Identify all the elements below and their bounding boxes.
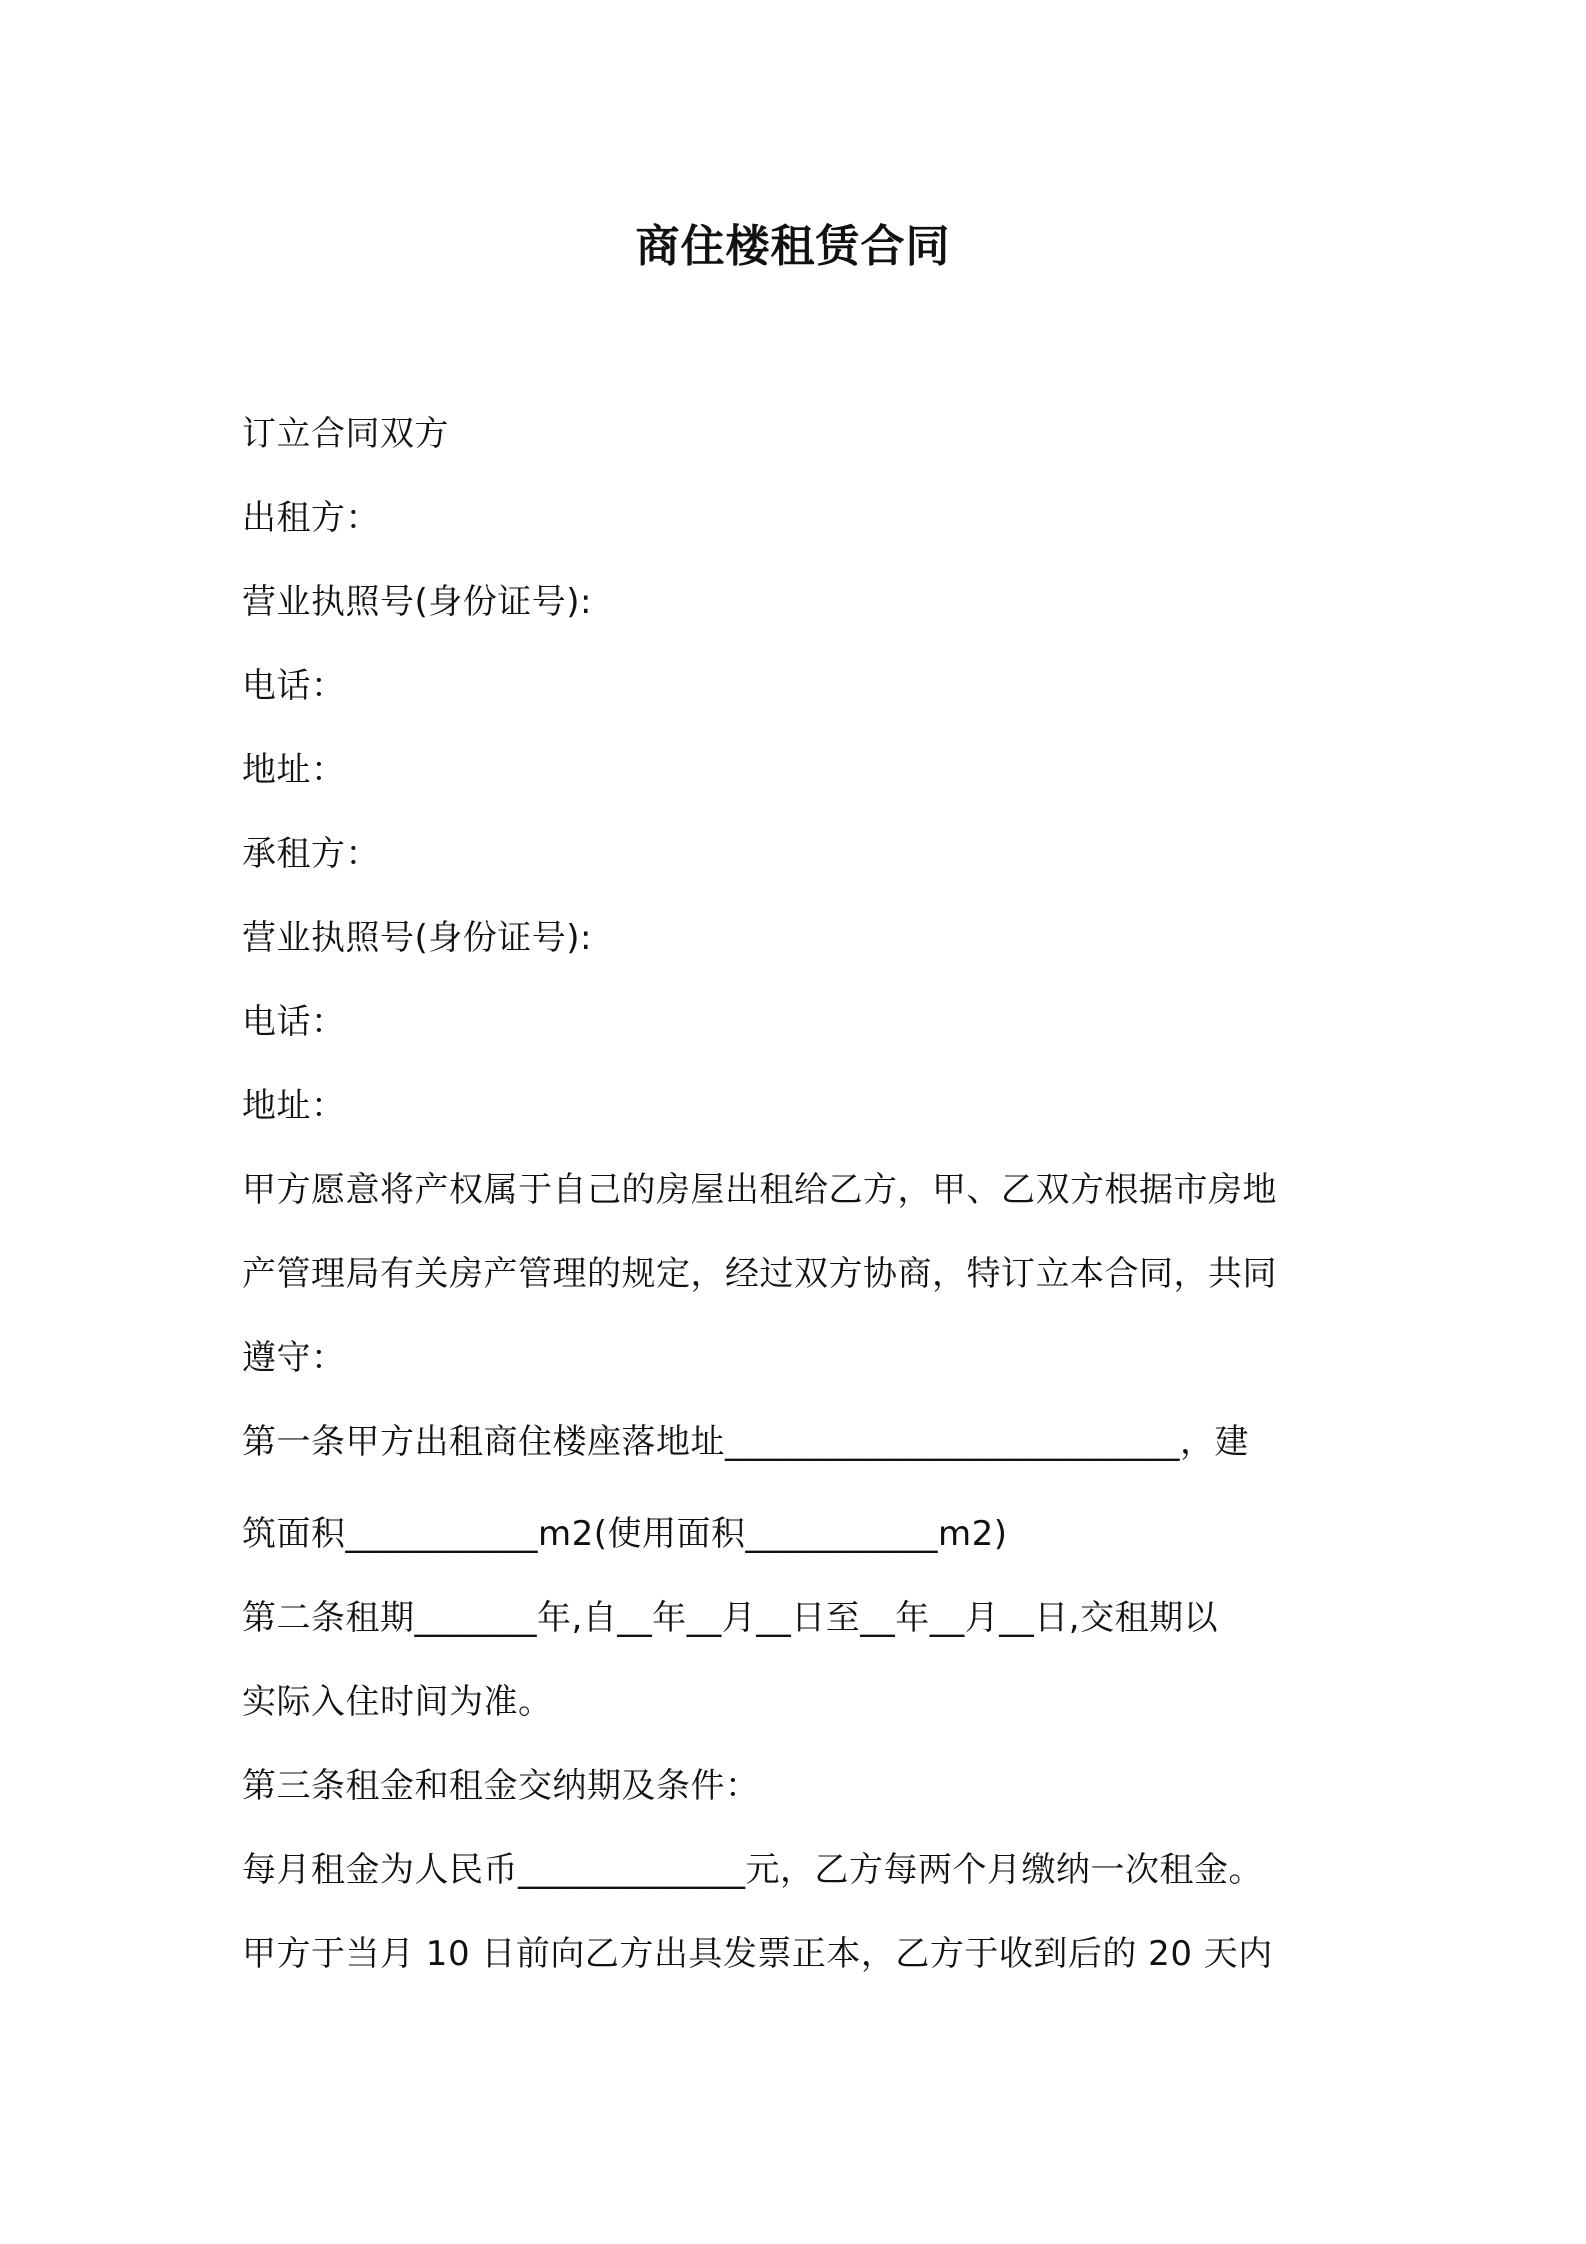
- document-title: 商住楼租赁合同: [635, 221, 951, 272]
- article-1-line-1: 第一条甲方出租商住楼座落地址__________________________，建: [242, 1422, 1249, 1462]
- article-1-line-2: 筑面积___________m2(使用面积___________m2): [242, 1514, 1008, 1554]
- article-3-heading: 第三条租金和租金交纳期及条件：: [242, 1766, 760, 1806]
- preamble-line-1: 甲方愿意将产权属于自己的房屋出租给乙方，甲、乙双方根据市房地: [242, 1170, 1277, 1210]
- article-3-line-1: 每月租金为人民币_____________元，乙方每两个月缴纳一次租金。: [242, 1850, 1263, 1890]
- lessee-phone-label: 电话：: [242, 1002, 346, 1042]
- parties-heading: 订立合同双方: [242, 414, 449, 454]
- lessor-address-label: 地址：: [242, 750, 346, 790]
- lessor-phone-label: 电话：: [242, 666, 346, 706]
- article-2-line-2: 实际入住时间为准。: [242, 1682, 553, 1722]
- article-3-line-2: 甲方于当月 10 日前向乙方出具发票正本，乙方于收到后的 20 天内: [242, 1934, 1273, 1974]
- lessee-license-label: 营业执照号(身份证号):: [242, 918, 592, 958]
- lessor-label: 出租方：: [242, 498, 380, 538]
- lessee-label: 承租方：: [242, 834, 380, 874]
- preamble-line-3: 遵守：: [242, 1338, 346, 1378]
- preamble-line-2: 产管理局有关房产管理的规定，经过双方协商，特订立本合同，共同: [242, 1254, 1277, 1294]
- lessor-license-label: 营业执照号(身份证号):: [242, 582, 592, 622]
- lessee-address-label: 地址：: [242, 1086, 346, 1126]
- article-2-line-1: 第二条租期_______年,自__年__月__日至__年__月__日,交租期以: [242, 1598, 1219, 1638]
